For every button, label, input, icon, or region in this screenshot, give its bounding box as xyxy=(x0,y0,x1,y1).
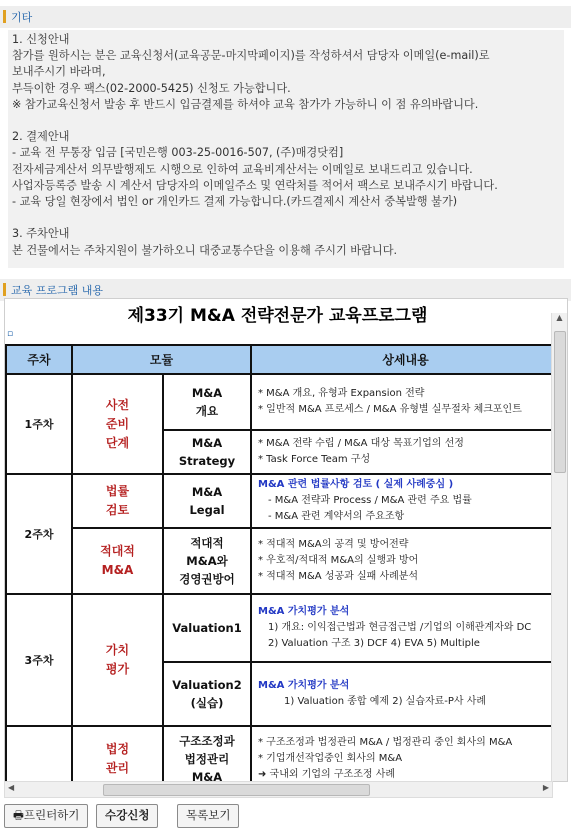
etc-line: 본 건물에서는 주차지원이 불가하오니 대중교통수단을 이용해 주시기 바랍니다. xyxy=(12,243,398,257)
table-row xyxy=(6,528,560,594)
detail-list xyxy=(258,694,558,710)
etc-line: - 교육 당일 현장에서 법인 or 개인카드 결제 가능합니다.(카드결제시 계산서 중복발행 불가) xyxy=(12,195,458,209)
scroll-right-arrow-icon[interactable]: ▶ xyxy=(542,783,549,792)
program-scroll-panel[interactable] xyxy=(4,298,568,782)
detail-line: * M&A 전략 수립 / M&A 대상 목표기업의 선정 xyxy=(258,438,464,449)
apply-button[interactable]: 수강신청 xyxy=(96,804,158,828)
detail-line: - M&A 전략과 Process / M&A 관련 주요 법률 xyxy=(268,495,472,506)
table-header-row xyxy=(6,345,560,374)
vertical-scrollbar[interactable] xyxy=(551,313,567,781)
module-cell: 적대적 M&A xyxy=(72,528,163,594)
detail-cell xyxy=(251,474,560,528)
submodule-cell: Valuation2 (실습) xyxy=(163,662,251,726)
etc-line: 1. 신청안내 xyxy=(12,33,70,46)
etc-info-text xyxy=(12,32,498,259)
detail-cell xyxy=(251,594,560,662)
detail-heading: M&A 관련 법률사항 검토 ( 실제 사례중심 ) xyxy=(258,479,454,490)
broken-image-icon: ▫ xyxy=(7,329,14,339)
module-cell: 가치 평가 xyxy=(72,594,163,726)
program-header-title: 교육 프로그램 내용 xyxy=(11,284,104,297)
submodule-cell: Valuation1 xyxy=(163,594,251,662)
detail-line: * 기업개선작업중인 회사의 M&A xyxy=(258,753,403,764)
detail-line: 1) Valuation 종합 예제 2) 실습자료-P사 사례 xyxy=(284,696,487,707)
etc-line: 사업자등록증 발송 시 계산서 담당자의 이메일주소 및 연락처를 적어서 팩스로 보내주시기 바랍니다. xyxy=(12,178,498,192)
column-header-detail: 상세내용 xyxy=(251,345,560,374)
module-cell: 법률 검토 xyxy=(72,474,163,528)
detail-line: 2) Valuation 구조 3) DCF 4) EVA 5) Multiple xyxy=(268,638,480,649)
detail-line: ➜ 국내외 기업의 구조조정 사례 xyxy=(258,769,396,780)
etc-header-title: 기타 xyxy=(11,11,33,24)
column-header-week: 주차 xyxy=(6,345,72,374)
detail-line: 1) 개요: 이익접근법과 현금접근법 /기업의 이해관계자와 DC xyxy=(268,622,532,633)
horizontal-scrollbar[interactable] xyxy=(4,781,553,798)
list-button[interactable]: 목록보기 xyxy=(177,804,239,828)
etc-line: - 교육 전 무통장 입금 [국민은행 003-25-0016-507, (주)매경닷컴] xyxy=(12,146,344,160)
scrollbar-thumb[interactable] xyxy=(554,331,566,473)
module-cell: 사전 준비 단계 xyxy=(72,374,163,474)
column-header-module: 모듈 xyxy=(72,345,251,374)
etc-line: 참가를 원하시는 분은 교육신청서(교육공문-마지막페이지)를 작성하셔서 담당자 이메일(e-mail)로 xyxy=(12,49,490,63)
detail-line: * 구조조정과 법정관리 M&A / 법정관리 중인 회사의 M&A xyxy=(258,737,513,748)
module-cell: 법정 관리 xyxy=(72,726,163,782)
scroll-up-arrow-icon[interactable]: ▲ xyxy=(556,313,563,322)
etc-line: 2. 결제안내 xyxy=(12,130,70,144)
week-cell: 2주차 xyxy=(6,474,72,594)
etc-line: 3. 주차안내 xyxy=(12,227,70,241)
submodule-cell: M&A Legal xyxy=(163,474,251,528)
detail-line: - M&A 관련 계약서의 주요조항 xyxy=(268,511,405,522)
submodule-cell: 적대적 M&A와 경영권방어 xyxy=(163,528,251,594)
etc-line xyxy=(12,210,498,226)
detail-cell xyxy=(251,528,560,594)
detail-cell xyxy=(251,374,560,430)
detail-line: * Task Force Team 구성 xyxy=(258,454,371,465)
program-table xyxy=(5,344,561,782)
section-marker xyxy=(3,10,6,23)
scroll-left-arrow-icon[interactable]: ◀ xyxy=(8,783,15,792)
etc-line: 부득이한 경우 팩스(02-2000-5425) 신청도 가능합니다. xyxy=(12,81,291,95)
detail-heading: M&A 가치평가 분석 xyxy=(258,606,350,617)
section-marker xyxy=(3,283,6,296)
etc-line: 전자세금계산서 의무발행제도 시행으로 인하여 교육비계산서는 이메일로 보내드리고 있습니다. xyxy=(12,162,473,176)
detail-line: * 우호적/적대적 M&A의 실행과 방어 xyxy=(258,555,419,566)
week-cell: 3주차 xyxy=(6,594,72,726)
detail-heading: M&A 가치평가 분석 xyxy=(258,680,350,691)
etc-line: ※ 참가교육신청서 발송 후 반드시 입금결제를 하셔야 교육 참가가 가능하니 이 점 유의바랍니다. xyxy=(12,97,479,111)
program-title: 제33기 M&A 전략전문가 교육프로그램 xyxy=(127,306,428,326)
week-cell xyxy=(6,726,72,782)
table-row xyxy=(6,726,560,782)
detail-list xyxy=(258,620,558,652)
submodule-cell: M&A Strategy xyxy=(163,430,251,474)
printer-icon: 🖶 xyxy=(13,808,24,822)
table-row xyxy=(6,594,560,662)
detail-cell xyxy=(251,662,560,726)
detail-line: * 적대적 M&A의 공격 및 방어전략 xyxy=(258,539,409,550)
detail-line: * 일반적 M&A 프로세스 / M&A 유형별 실무절차 체크포인트 xyxy=(258,404,522,415)
detail-cell xyxy=(251,430,560,474)
detail-line: * M&A 개요, 유형과 Expansion 전략 xyxy=(258,388,425,399)
detail-cell xyxy=(251,726,560,782)
print-button[interactable] xyxy=(4,804,88,828)
submodule-cell: M&A 개요 xyxy=(163,374,251,430)
print-button-label: 프린터하기 xyxy=(23,808,80,822)
detail-line: * 적대적 M&A 성공과 실패 사례분석 xyxy=(258,571,419,582)
detail-list xyxy=(258,493,558,525)
week-cell: 1주차 xyxy=(6,374,72,474)
submodule-cell: 구조조정과 법정관리 M&A xyxy=(163,726,251,782)
etc-line xyxy=(12,113,498,129)
table-row xyxy=(6,374,560,430)
scrollbar-thumb[interactable] xyxy=(103,784,370,796)
table-row xyxy=(6,474,560,528)
etc-line: 보내주시기 바라며, xyxy=(12,65,106,79)
etc-section-header xyxy=(0,6,571,28)
